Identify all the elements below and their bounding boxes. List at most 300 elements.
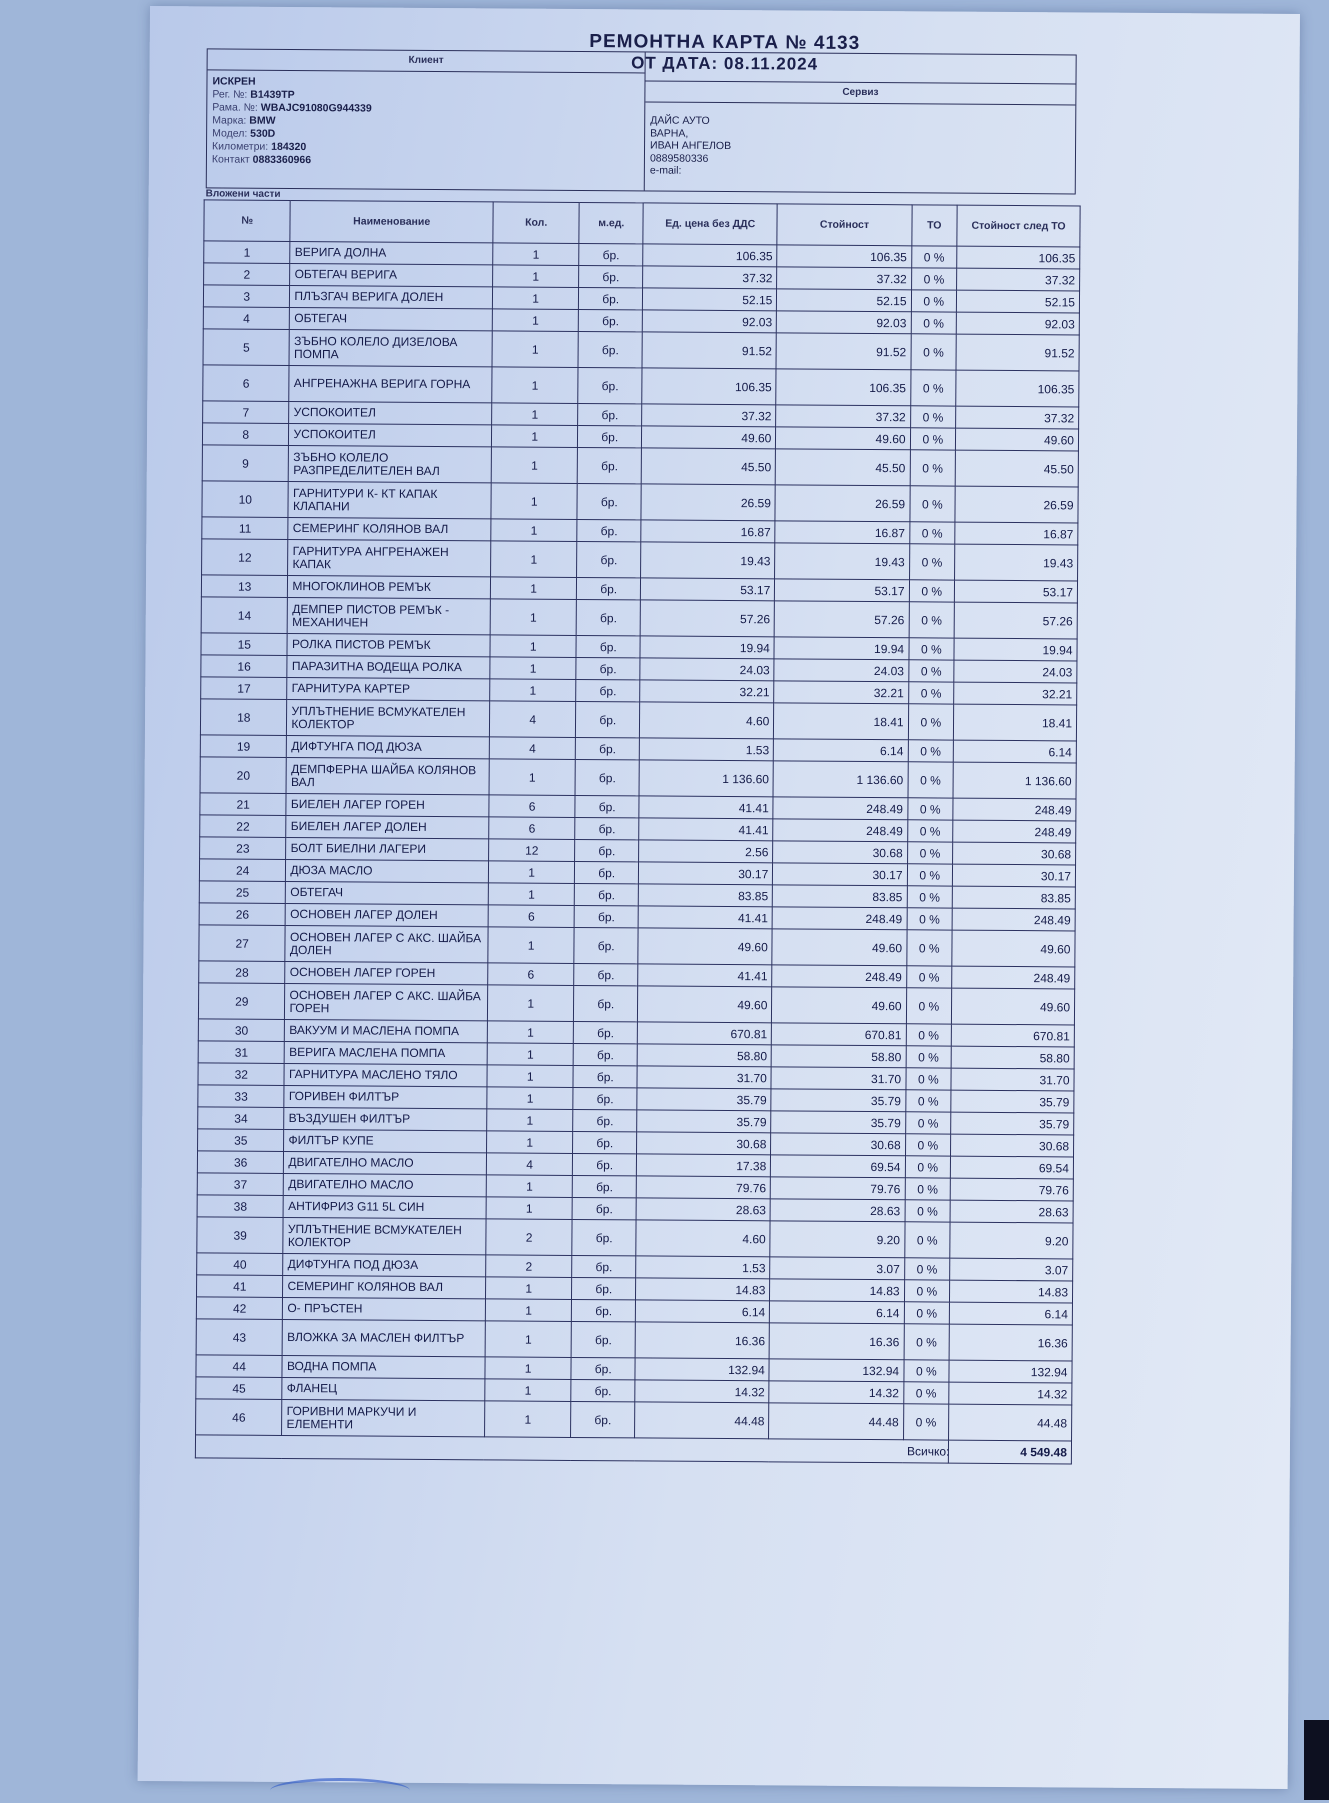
- cell-price: 4.60: [636, 1220, 770, 1257]
- cell-qty: 2: [486, 1219, 573, 1256]
- col-header-no: №: [204, 200, 291, 242]
- cell-no: 15: [201, 633, 288, 656]
- cell-price: 670.81: [637, 1022, 771, 1045]
- cell-unit: бр.: [579, 287, 643, 309]
- cell-unit: бр.: [577, 541, 641, 577]
- cell-to: 0 %: [905, 1112, 951, 1134]
- cell-no: 40: [197, 1253, 284, 1276]
- cell-value: 30.17: [773, 863, 907, 886]
- cell-to: 0 %: [910, 406, 956, 428]
- cell-no: 7: [203, 401, 290, 424]
- cell-price: 53.17: [640, 578, 774, 601]
- cell-no: 36: [197, 1151, 284, 1174]
- cell-price: 2.56: [639, 840, 773, 863]
- cell-price: 52.15: [643, 288, 777, 311]
- total-value: 4 549.48: [948, 1440, 1071, 1464]
- cell-name: СЕМЕРИНГ КОЛЯНОВ ВАЛ: [283, 1275, 486, 1298]
- cell-name: ОБТЕГАЧ ВЕРИГА: [290, 263, 493, 286]
- cell-unit: бр.: [573, 1065, 637, 1087]
- cell-value: 91.52: [776, 333, 910, 370]
- pen-edge: [270, 1778, 410, 1803]
- table-row: [196, 1319, 1072, 1361]
- cell-no: 18: [200, 699, 287, 736]
- cell-qty: 4: [486, 1153, 573, 1176]
- cell-value: 3.07: [770, 1257, 904, 1280]
- service-section: [645, 52, 1076, 193]
- cell-qty: 1: [488, 861, 575, 884]
- cell-name: ПАРАЗИТНА ВОДЕЩА РОЛКА: [287, 655, 490, 678]
- cell-value: 49.60: [776, 427, 910, 450]
- cell-to: 0 %: [904, 1222, 950, 1258]
- cell-to: 0 %: [903, 1404, 949, 1440]
- cell-no: 22: [200, 815, 287, 838]
- cell-name: ОСНОВЕН ЛАГЕР С АКС. ШАЙБА ГОРЕН: [285, 983, 488, 1020]
- cell-value: 30.68: [771, 1133, 905, 1156]
- cell-price: 44.48: [635, 1402, 769, 1439]
- client-field-value: 0883360966: [252, 153, 312, 167]
- cell-no: 42: [196, 1297, 283, 1320]
- document-title: РЕМОНТНА КАРТА № 4133: [589, 31, 861, 54]
- cell-to: 0 %: [905, 1090, 951, 1112]
- cell-name: ДИФТУНГА ПОД ДЮЗА: [287, 735, 490, 758]
- cell-no: 27: [199, 925, 286, 962]
- cell-price: 45.50: [641, 448, 775, 485]
- cell-unit: бр.: [578, 447, 642, 483]
- cell-unit: бр.: [576, 635, 640, 657]
- cell-value: 16.36: [769, 1323, 903, 1360]
- cell-qty: 1: [485, 1277, 572, 1300]
- cell-qty: 12: [489, 839, 576, 862]
- cell-qty: 1: [490, 577, 577, 600]
- cell-after-to: 31.70: [951, 1068, 1074, 1091]
- background-edge: [1304, 1720, 1329, 1800]
- cell-name: ДВИГАТЕЛНО МАСЛО: [284, 1173, 487, 1196]
- cell-unit: бр.: [578, 425, 642, 447]
- cell-no: 16: [201, 655, 288, 678]
- cell-qty: 1: [486, 1175, 573, 1198]
- cell-after-to: 18.41: [953, 704, 1076, 741]
- col-header-qty: Кол.: [493, 202, 580, 244]
- cell-price: 92.03: [642, 310, 776, 333]
- cell-after-to: 6.14: [953, 740, 1076, 763]
- cell-unit: бр.: [577, 577, 641, 599]
- cell-qty: 6: [488, 963, 575, 986]
- cell-qty: 2: [486, 1255, 573, 1278]
- cell-after-to: 44.48: [949, 1404, 1072, 1441]
- cell-name: ОБТЕГАЧ: [290, 307, 493, 330]
- cell-after-to: 52.15: [956, 290, 1079, 313]
- cell-qty: 1: [485, 1299, 572, 1322]
- cell-to: 0 %: [906, 966, 952, 988]
- cell-qty: 1: [491, 483, 578, 520]
- cell-to: 0 %: [908, 660, 954, 682]
- cell-unit: бр.: [574, 927, 638, 963]
- cell-qty: 1: [493, 265, 580, 288]
- client-field-label: Марка:: [212, 114, 247, 127]
- cell-after-to: 30.68: [953, 842, 1076, 865]
- cell-name: БОЛТ БИЕЛНИ ЛАГЕРИ: [286, 837, 489, 860]
- cell-price: 32.21: [640, 680, 774, 703]
- cell-price: 91.52: [642, 332, 776, 369]
- table-row: [203, 365, 1079, 407]
- cell-value: 670.81: [772, 1023, 906, 1046]
- cell-no: 32: [198, 1063, 285, 1086]
- cell-name: УПЛЪТНЕНИЕ ВСМУКАТЕЛЕН КОЛЕКТОР: [283, 1217, 486, 1254]
- cell-unit: бр.: [573, 1175, 637, 1197]
- cell-unit: бр.: [579, 243, 643, 265]
- cell-no: 2: [204, 263, 291, 286]
- cell-name: УСПОКОИТЕЛ: [289, 401, 492, 424]
- cell-no: 46: [196, 1399, 283, 1436]
- cell-qty: 1: [485, 1321, 572, 1358]
- col-header-to: ТО: [911, 205, 957, 246]
- cell-unit: бр.: [576, 679, 640, 701]
- cell-unit: бр.: [575, 817, 639, 839]
- total-label: Всичко:: [903, 1440, 949, 1463]
- cell-unit: бр.: [575, 795, 639, 817]
- cell-price: 17.38: [636, 1154, 770, 1177]
- cell-qty: 1: [487, 1087, 574, 1110]
- cell-value: 106.35: [776, 369, 910, 406]
- cell-value: 9.20: [770, 1221, 904, 1258]
- cell-unit: бр.: [573, 1087, 637, 1109]
- cell-name: ДВИГАТЕЛНО МАСЛО: [284, 1151, 487, 1174]
- client-caption: Клиент: [208, 49, 645, 73]
- cell-after-to: 83.85: [952, 886, 1075, 909]
- cell-to: 0 %: [905, 1178, 951, 1200]
- service-line: 0889580336: [649, 151, 709, 165]
- cell-to: 0 %: [907, 820, 953, 842]
- cell-unit: бр.: [575, 759, 639, 795]
- cell-to: 0 %: [911, 268, 957, 290]
- cell-no: 1: [204, 241, 291, 264]
- cell-value: 18.41: [774, 703, 908, 740]
- cell-to: 0 %: [905, 1156, 951, 1178]
- cell-value: 37.32: [777, 267, 911, 290]
- client-field-label: Километри:: [211, 140, 269, 153]
- cell-no: 12: [202, 539, 289, 576]
- cell-value: 49.60: [772, 929, 906, 966]
- cell-price: 57.26: [640, 600, 774, 637]
- cell-price: 1.53: [636, 1256, 770, 1279]
- cell-unit: бр.: [574, 985, 638, 1021]
- cell-unit: бр.: [575, 883, 639, 905]
- cell-after-to: 49.60: [956, 428, 1079, 451]
- cell-name: ФИЛТЪР КУПЕ: [284, 1129, 487, 1152]
- cell-to: 0 %: [904, 1302, 950, 1324]
- cell-qty: 4: [489, 701, 576, 738]
- cell-after-to: 37.32: [956, 406, 1079, 429]
- cell-name: БИЕЛЕН ЛАГЕР ДОЛЕН: [286, 815, 489, 838]
- cell-unit: бр.: [572, 1299, 636, 1321]
- cell-after-to: 69.54: [950, 1156, 1073, 1179]
- cell-no: 45: [196, 1377, 283, 1400]
- cell-unit: бр.: [579, 265, 643, 287]
- client-service-box: [206, 48, 1077, 194]
- cell-unit: бр.: [579, 309, 643, 331]
- cell-price: 58.80: [637, 1044, 771, 1067]
- cell-name: ВЕРИГА МАСЛЕНА ПОМПА: [285, 1041, 488, 1064]
- cell-no: 13: [201, 575, 288, 598]
- cell-unit: бр.: [574, 1043, 638, 1065]
- cell-value: 69.54: [771, 1155, 905, 1178]
- cell-to: 0 %: [911, 312, 957, 334]
- document-date: ОТ ДАТА: 08.11.2024: [631, 53, 819, 74]
- cell-no: 41: [197, 1275, 284, 1298]
- cell-to: 0 %: [904, 1280, 950, 1302]
- cell-after-to: 248.49: [952, 908, 1075, 931]
- cell-no: 26: [199, 903, 286, 926]
- cell-price: 19.43: [641, 542, 775, 579]
- cell-price: 16.36: [635, 1322, 769, 1359]
- cell-no: 17: [201, 677, 288, 700]
- cell-name: ГОРИВНИ МАРКУЧИ И ЕЛЕМЕНТИ: [282, 1399, 485, 1436]
- cell-no: 30: [198, 1019, 285, 1042]
- cell-value: 83.85: [773, 885, 907, 908]
- cell-value: 79.76: [771, 1177, 905, 1200]
- cell-name: ГОРИВЕН ФИЛТЪР: [284, 1085, 487, 1108]
- cell-no: 20: [200, 757, 287, 794]
- cell-unit: бр.: [577, 519, 641, 541]
- cell-qty: 1: [491, 519, 578, 542]
- table-row: [196, 1399, 1072, 1441]
- cell-unit: бр.: [574, 905, 638, 927]
- cell-to: 0 %: [907, 908, 953, 930]
- cell-after-to: 45.50: [955, 450, 1078, 487]
- cell-qty: 4: [489, 737, 576, 760]
- cell-to: 0 %: [911, 334, 957, 370]
- cell-price: 106.35: [643, 244, 777, 267]
- client-name: ИСКРЕН: [212, 75, 256, 88]
- cell-name: ДЮЗА МАСЛО: [286, 859, 489, 882]
- cell-name: ВОДНА ПОМПА: [282, 1355, 485, 1378]
- cell-name: ВЪЗДУШЕН ФИЛТЪР: [284, 1107, 487, 1130]
- cell-no: 23: [200, 837, 287, 860]
- cell-to: 0 %: [905, 1200, 951, 1222]
- cell-unit: бр.: [572, 1197, 636, 1219]
- cell-after-to: 28.63: [950, 1200, 1073, 1223]
- client-field-value: B1439TP: [250, 88, 295, 101]
- cell-to: 0 %: [909, 638, 955, 660]
- service-line: ВАРНА,: [650, 126, 689, 140]
- cell-qty: 1: [484, 1401, 571, 1438]
- cell-no: 21: [200, 793, 287, 816]
- cell-name: ДЕМПЕР ПИСТОВ РЕМЪК - МЕХАНИЧЕН: [288, 597, 491, 634]
- cell-name: ГАРНИТУРА МАСЛЕНО ТЯЛО: [284, 1063, 487, 1086]
- cell-after-to: 35.79: [951, 1090, 1074, 1113]
- client-field-label: Рег. №:: [212, 88, 248, 101]
- cell-qty: 1: [486, 1131, 573, 1154]
- client-field-label: Модел:: [212, 127, 248, 140]
- cell-to: 0 %: [909, 544, 955, 580]
- cell-to: 0 %: [908, 740, 954, 762]
- cell-after-to: 6.14: [949, 1302, 1072, 1325]
- cell-no: 9: [202, 445, 289, 482]
- cell-value: 1 136.60: [773, 761, 907, 798]
- cell-to: 0 %: [907, 864, 953, 886]
- cell-unit: бр.: [578, 367, 642, 403]
- cell-value: 14.32: [769, 1381, 903, 1404]
- cell-no: 25: [199, 881, 286, 904]
- table-row: [202, 481, 1078, 523]
- cell-no: 6: [203, 365, 290, 402]
- cell-no: 10: [202, 481, 289, 518]
- cell-after-to: 92.03: [956, 312, 1079, 335]
- cell-no: 38: [197, 1195, 284, 1218]
- cell-to: 0 %: [908, 682, 954, 704]
- cell-value: 45.50: [776, 449, 910, 486]
- cell-qty: 1: [485, 1357, 572, 1380]
- cell-price: 19.94: [640, 636, 774, 659]
- client-field-value: BMW: [249, 114, 276, 127]
- client-field-label: Рама. №:: [212, 101, 258, 114]
- cell-price: 83.85: [638, 884, 772, 907]
- cell-to: 0 %: [911, 290, 957, 312]
- cell-after-to: 248.49: [952, 966, 1075, 989]
- cell-after-to: 58.80: [951, 1046, 1074, 1069]
- cell-name: ФЛАНЕЦ: [282, 1377, 485, 1400]
- service-line: ИВАН АНГЕЛОВ: [650, 139, 732, 153]
- cell-unit: бр.: [573, 1131, 637, 1153]
- cell-after-to: 79.76: [950, 1178, 1073, 1201]
- service-line: ДАЙС АУТО: [650, 114, 710, 127]
- cell-to: 0 %: [906, 988, 952, 1024]
- cell-qty: 1: [487, 985, 574, 1022]
- cell-unit: бр.: [577, 483, 641, 519]
- cell-price: 24.03: [640, 658, 774, 681]
- cell-no: 31: [198, 1041, 285, 1064]
- cell-qty: 1: [485, 1379, 572, 1402]
- cell-name: УПЛЪТНЕНИЕ ВСМУКАТЕЛЕН КОЛЕКТОР: [287, 699, 490, 736]
- cell-unit: бр.: [572, 1277, 636, 1299]
- repair-card-sheet: [138, 6, 1300, 1789]
- cell-qty: 1: [488, 883, 575, 906]
- cell-qty: 1: [490, 679, 577, 702]
- cell-name: УСПОКОИТЕЛ: [289, 423, 492, 446]
- cell-no: 14: [201, 597, 288, 634]
- cell-qty: 1: [490, 541, 577, 578]
- cell-price: 30.17: [639, 862, 773, 885]
- cell-qty: 1: [492, 403, 579, 426]
- cell-to: 0 %: [905, 1134, 951, 1156]
- cell-qty: 1: [492, 331, 579, 368]
- cell-qty: 6: [488, 905, 575, 928]
- parts-table: [195, 199, 1081, 1464]
- cell-value: 106.35: [777, 245, 911, 268]
- cell-price: 14.83: [636, 1278, 770, 1301]
- cell-unit: бр.: [576, 657, 640, 679]
- cell-price: 132.94: [635, 1358, 769, 1381]
- cell-after-to: 1 136.60: [953, 762, 1076, 799]
- cell-value: 35.79: [771, 1089, 905, 1112]
- service-caption: Сервиз: [645, 80, 1075, 105]
- cell-after-to: 53.17: [954, 580, 1077, 603]
- cell-after-to: 37.32: [957, 268, 1080, 291]
- cell-price: 49.60: [638, 986, 772, 1023]
- cell-qty: 1: [486, 1197, 573, 1220]
- cell-after-to: 32.21: [954, 682, 1077, 705]
- table-row: [201, 597, 1077, 639]
- col-header-value: Стойност: [777, 204, 912, 246]
- cell-name: ДИФТУНГА ПОД ДЮЗА: [283, 1253, 486, 1276]
- cell-price: 41.41: [638, 964, 772, 987]
- cell-name: АНТИФРИЗ G11 5L СИН: [284, 1195, 487, 1218]
- cell-name: ЗЪБНО КОЛЕЛО РАЗПРЕДЕЛИТЕЛЕН ВАЛ: [289, 445, 492, 482]
- cell-unit: бр.: [578, 331, 642, 367]
- cell-qty: 1: [490, 635, 577, 658]
- cell-unit: бр.: [576, 737, 640, 759]
- cell-after-to: 14.32: [949, 1382, 1072, 1405]
- cell-after-to: 9.20: [950, 1222, 1073, 1259]
- cell-after-to: 30.17: [952, 864, 1075, 887]
- cell-qty: 1: [489, 759, 576, 796]
- cell-value: 32.21: [774, 681, 908, 704]
- table-row: [200, 757, 1076, 799]
- cell-name: ОСНОВЕН ЛАГЕР С АКС. ШАЙБА ДОЛЕН: [285, 925, 488, 962]
- table-row: [199, 925, 1075, 967]
- cell-no: 3: [203, 285, 290, 308]
- cell-unit: бр.: [575, 839, 639, 861]
- cell-name: АНГРЕНАЖНА ВЕРИГА ГОРНА: [289, 365, 492, 402]
- service-details: [645, 102, 1076, 180]
- cell-value: 19.94: [774, 637, 908, 660]
- cell-to: 0 %: [910, 370, 956, 406]
- cell-value: 132.94: [769, 1359, 903, 1382]
- cell-no: 29: [198, 983, 285, 1020]
- cell-no: 19: [200, 735, 287, 758]
- total-row: [195, 1435, 1071, 1464]
- cell-price: 30.68: [637, 1132, 771, 1155]
- cell-price: 26.59: [641, 484, 775, 521]
- cell-qty: 1: [492, 367, 579, 404]
- col-header-price: Ед. цена без ДДС: [643, 203, 778, 245]
- cell-name: ВАКУУМ И МАСЛЕНА ПОМПА: [285, 1019, 488, 1042]
- cell-to: 0 %: [909, 580, 955, 602]
- cell-to: 0 %: [906, 1068, 952, 1090]
- cell-unit: бр.: [573, 1153, 637, 1175]
- cell-name: ЗЪБНО КОЛЕЛО ДИЗЕЛОВА ПОМПА: [289, 329, 492, 366]
- client-field-value: 184320: [271, 140, 307, 154]
- cell-to: 0 %: [906, 1024, 952, 1046]
- cell-unit: бр.: [572, 1219, 636, 1255]
- cell-unit: бр.: [573, 1109, 637, 1131]
- cell-after-to: 49.60: [952, 988, 1075, 1025]
- cell-to: 0 %: [911, 246, 957, 268]
- cell-price: 14.32: [635, 1380, 769, 1403]
- cell-no: 28: [199, 961, 286, 984]
- cell-no: 8: [202, 423, 289, 446]
- col-header-unit: м.ед.: [579, 202, 643, 243]
- cell-qty: 1: [487, 1043, 574, 1066]
- table-row: [202, 445, 1078, 487]
- cell-no: 5: [203, 329, 290, 366]
- cell-after-to: 106.35: [956, 370, 1079, 407]
- cell-value: 92.03: [777, 311, 911, 334]
- cell-qty: 1: [491, 447, 578, 484]
- cell-qty: 1: [487, 1109, 574, 1132]
- cell-to: 0 %: [907, 798, 953, 820]
- cell-after-to: 670.81: [951, 1024, 1074, 1047]
- cell-qty: 1: [491, 425, 578, 448]
- cell-value: 57.26: [774, 601, 908, 638]
- cell-unit: бр.: [578, 403, 642, 425]
- cell-after-to: 132.94: [949, 1360, 1072, 1383]
- cell-after-to: 19.94: [954, 638, 1077, 661]
- cell-value: 24.03: [774, 659, 908, 682]
- cell-after-to: 16.87: [955, 522, 1078, 545]
- cell-name: ВЛОЖКА ЗА МАСЛЕН ФИЛТЪР: [283, 1319, 486, 1356]
- col-header-name: Наименование: [290, 200, 493, 242]
